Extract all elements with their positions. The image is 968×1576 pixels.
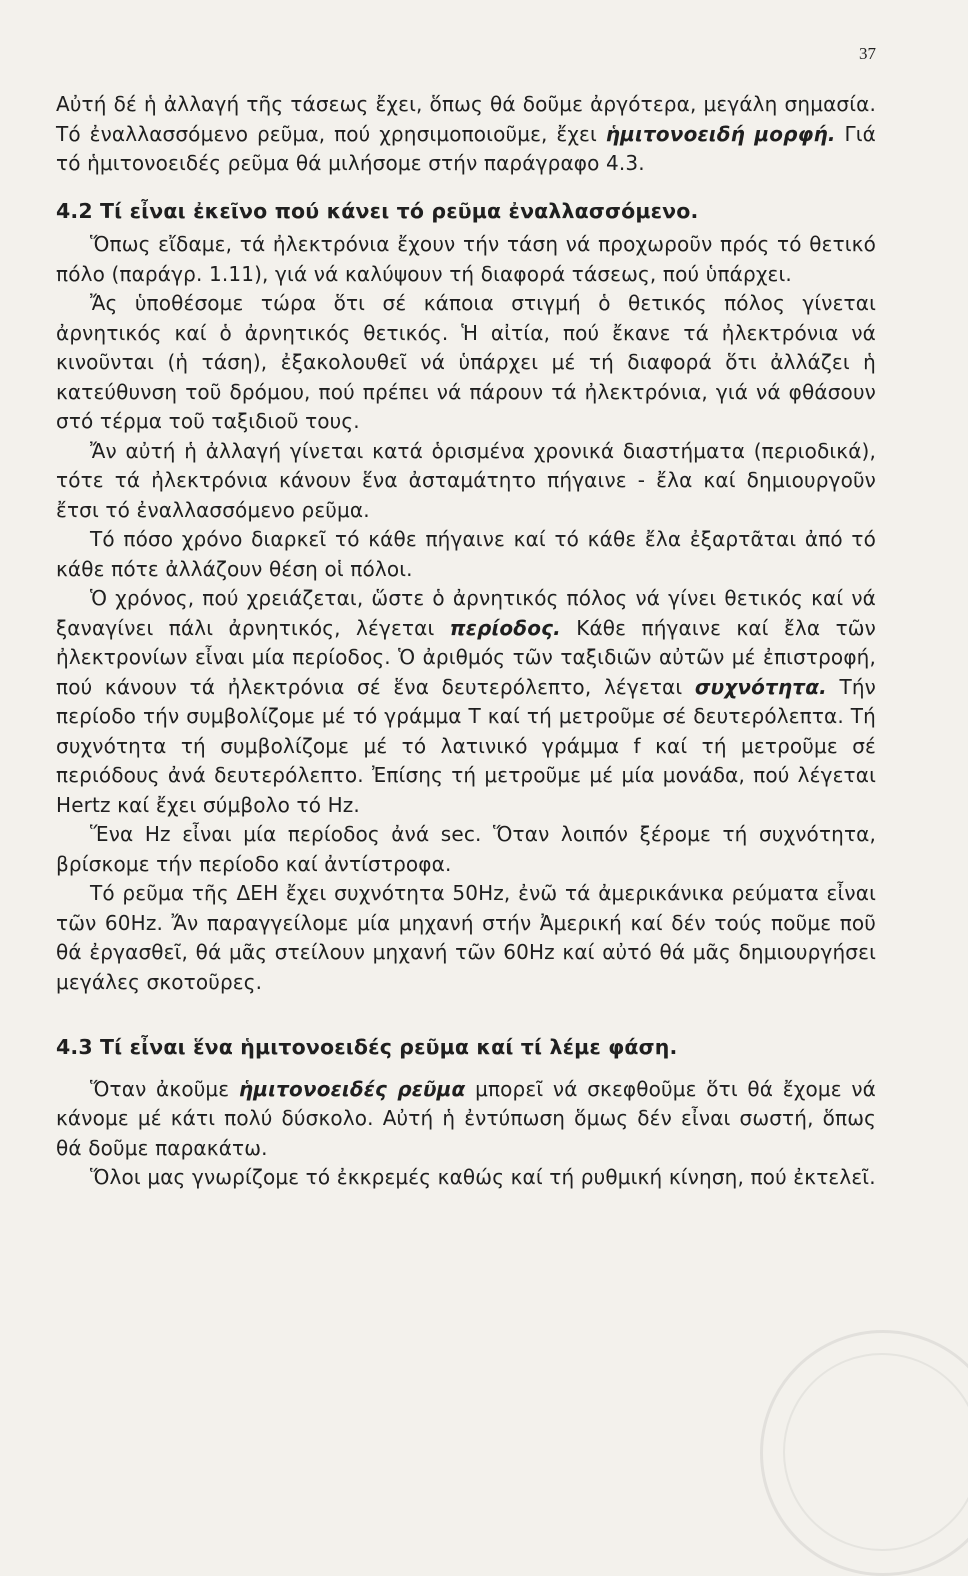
emphasis-term: περίοδος. (449, 615, 561, 640)
paragraph: Τό πόσο χρόνο διαρκεῖ τό κάθε πήγαινε καί τό κάθε ἔλα ἐξαρτᾶται ἀπό τό κάθε πότε ἀλλάζουν θέση οἱ πόλοι. (56, 527, 876, 581)
paragraph: Ἕνα Hz εἶναι μία περίοδος ἀνά sec. Ὅταν λοιπόν ξέρομε τή συχνότητα, βρίσκομε τήν περίοδο καί ἀντίστροφα. (56, 822, 876, 876)
page-number: 37 (859, 44, 876, 63)
paragraph: Ἄν αὐτή ἡ ἀλλαγή γίνεται κατά ὁρισμένα χρονικά διαστήματα (περιοδικά), τότε τά ἠλεκτρόνια κάνουν ἕνα ἀσταμάτητο πήγαινε - ἔλα καί δημιουργοῦν ἔτσι τό ἐναλλασσόμενο ρεῦμα. (56, 438, 876, 522)
emphasis-term: ἡμιτονοειδές ρεῦμα (238, 1076, 466, 1101)
section-heading-4-2: 4.2 Τί εἶναι ἐκεῖνο πού κάνει τό ρεῦμα ἐναλλασσόμενο. (56, 198, 699, 223)
library-stamp-watermark (760, 1330, 968, 1576)
paragraph: Τό ρεῦμα τῆς ΔΕΗ ἔχει συχνότητα 50Hz, ἐνῶ τά ἀμερικάνικα ρεύματα εἶναι τῶν 60Hz. Ἄν παραγγείλομε μία μηχανή στήν Ἀμερική καί δέν τούς ποῦμε ποῦ θά ἐργασθεῖ, θά μᾶς στείλουν μηχανή τῶν 60Hz καί αὐτό θά μᾶς δημιουργήσει μεγάλες σκοτοῦρες. (56, 881, 876, 994)
intro-paragraph: Αὐτή δέ ἡ ἀλλαγή τῆς τάσεως ἔχει, ὅπως θά δοῦμε ἀργότερα, μεγάλη σημασία. Τό ἐναλλασσόμενο ρεῦμα, πού χρησιμοποιοῦμε, ἔχει ἡμιτονοειδή μορφή. Γιά τό ἡμιτονοειδές ρεῦμα θά μιλήσομε στήν παράγραφο 4.3. (56, 92, 876, 175)
paragraph: Ὁ χρόνος, πού χρειάζεται, ὥστε ὁ ἀρνητικός πόλος νά γίνει θετικός καί νά ξαναγίνει πάλι ἀρνητικός, λέγεται περίοδος. Κάθε πήγαινε καί ἔλα τῶν ἠλεκτρονίων εἶναι μία περίοδος. Ὁ ἀριθμός τῶν ταξιδιῶν αὐτῶν μέ ἐπιστροφή, πού κάνουν τά ἠλεκτρόνια σέ ἕνα δευτερόλεπτο, λέγεται συχνότητα. Τήν περίοδο τήν συμβολίζομε μέ τό γράμμα Τ καί τή μετροῦμε σέ δευτερόλεπτα. Τή συχνότητα τή συμβολίζομε μέ τό λατινικό γράμμα f καί τή μετροῦμε σέ περιόδους ἀνά δευτερόλεπτο. Ἐπίσης τή μετροῦμε μέ μία μονάδα, πού λέγεται Hertz καί ἔχει σύμβολο τό Hz. (56, 586, 876, 817)
page-content (56, 90, 876, 1193)
paragraph: Ἄς ὑποθέσομε τώρα ὅτι σέ κάποια στιγμή ὁ θετικός πόλος γίνεται ἀρνητικός καί ὁ ἀρνητικός θετικός. Ἡ αἰτία, πού ἔκανε τά ἠλεκτρόνια νά κινοῦνται (ἡ τάση), ἐξακολουθεῖ νά ὑπάρχει μέ τή διαφορά ὅτι ἀλλάζει ἡ κατεύθυνση τοῦ δρόμου, πού πρέπει νά πάρουν τά ἠλεκτρόνια, γιά νά φθάσουν στό τέρμα τοῦ ταξιδιοῦ τους. (56, 291, 876, 433)
paragraph: Ὅπως εἴδαμε, τά ἠλεκτρόνια ἔχουν τήν τάση νά προχωροῦν πρός τό θετικό πόλο (παράγρ. 1.11), γιά νά καλύψουν τή διαφορά τάσεως, πού ὑπάρχει. (56, 232, 876, 286)
emphasis-term: ἡμιτονοειδή μορφή. (605, 121, 836, 146)
emphasis-term: συχνότητα. (694, 674, 827, 699)
paragraph: Ὅταν ἀκοῦμε ἡμιτονοειδές ρεῦμα μπορεῖ νά σκεφθοῦμε ὅτι θά ἔχομε νά κάνομε μέ κάτι πολύ δύσκολο. Αὐτή ἡ ἐντύπωση ὅμως δέν εἶναι σωστή, ὅπως θά δοῦμε παρακάτω. (56, 1076, 876, 1160)
section-heading-4-3: 4.3 Τί εἶναι ἕνα ἡμιτονοειδές ρεῦμα καί τί λέμε φάση. (56, 1035, 678, 1059)
paragraph: Ὅλοι μας γνωρίζομε τό ἐκκρεμές καθώς καί τή ρυθμική κίνηση, πού ἐκτελεῖ. (90, 1165, 876, 1189)
